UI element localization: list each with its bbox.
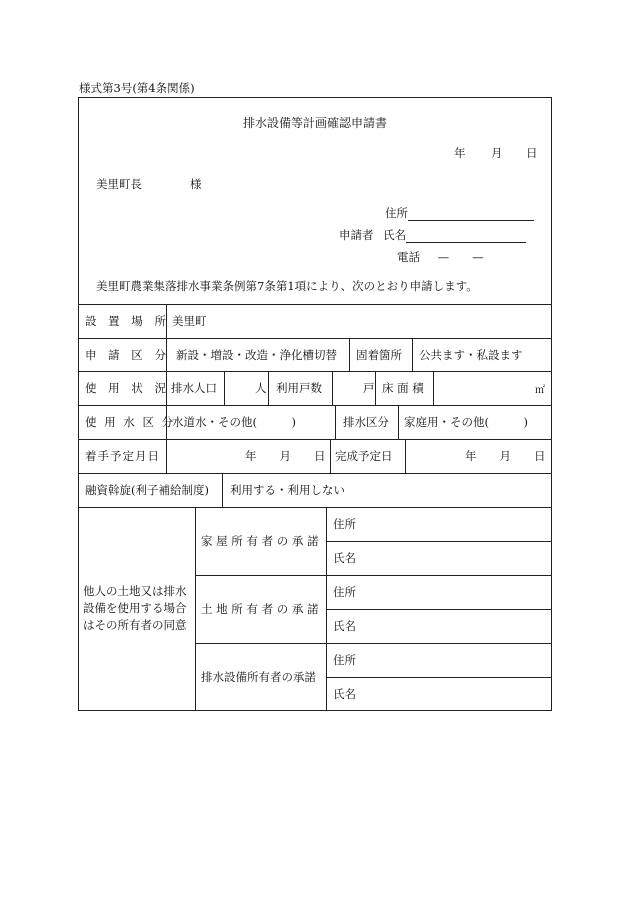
date-year: 年 (454, 146, 466, 160)
drain-owner-consent-label: 排水設備所有者の承諾 (201, 670, 316, 684)
application-form (78, 97, 552, 711)
fixing-point-label: 固着箇所 (356, 347, 402, 362)
fixing-point-options[interactable]: 公共ます・私設ます (419, 347, 523, 362)
applicant-phone[interactable] (397, 249, 484, 265)
phone-label: 電話 (397, 250, 420, 264)
consent-label-line: はその所有者の同意 (83, 618, 187, 632)
land-owner-consent-label: 土 地 所 有 者 の 承 諾 (201, 602, 319, 616)
loan-options[interactable]: 利用する・利用しない (230, 483, 345, 497)
land-owner-address-label[interactable]: 住所 (333, 585, 356, 599)
water-label: 使 用 水 区 分 (85, 415, 176, 429)
house-owner-address-label[interactable]: 住所 (333, 517, 356, 531)
form-title: 排水設備等計画確認申請書 (242, 116, 387, 130)
name-blank[interactable] (406, 230, 526, 243)
address-blank[interactable] (408, 208, 534, 221)
floor-area-label: 床 面 積 (382, 381, 424, 395)
people-unit: 人 (255, 381, 267, 395)
statement: 美里町農業集落排水事業条例第7条第1項により、次のとおり申請します。 (96, 279, 478, 293)
applicant-name[interactable] (339, 227, 526, 243)
drain-owner-address-label[interactable]: 住所 (333, 653, 356, 667)
category-options[interactable]: 新設・増設・改造・浄化槽切替 (176, 347, 337, 362)
phone-dashes: — — (437, 250, 484, 264)
land-owner-name-label[interactable]: 氏名 (333, 619, 356, 633)
date-day: 日 (526, 146, 538, 160)
name-label: 氏名 (383, 228, 407, 242)
location-value[interactable]: 美里町 (172, 314, 207, 328)
consent-label-line: 設備を使用する場合 (83, 601, 187, 615)
drain-category-options[interactable]: 家庭用・その他( ) (404, 415, 528, 429)
households-label: 利用戸数 (276, 381, 322, 395)
form-number: 様式第3号(第4条関係) (79, 81, 195, 95)
house-owner-consent-label: 家 屋 所 有 者 の 承 諾 (201, 534, 319, 548)
household-unit: 戸 (363, 381, 375, 395)
drain-people-label: 排水人口 (171, 381, 217, 395)
complete-date-label: 完成予定日 (335, 449, 393, 463)
category-label: 申 請 区 分 (85, 347, 170, 362)
consent-label (83, 583, 187, 634)
addressee-honorific: 様 (190, 177, 202, 191)
location-label: 設 置 場 所 (85, 314, 170, 328)
complete-date-value[interactable]: 年 月 日 (465, 449, 546, 463)
address-label: 住所 (385, 206, 408, 220)
drain-category-label: 排水区分 (343, 415, 389, 429)
consent-label-line: 他人の土地又は排水 (83, 584, 187, 598)
house-owner-name-label[interactable]: 氏名 (333, 551, 356, 565)
start-date-label: 着手予定月日 (85, 449, 160, 463)
date-month: 月 (491, 146, 503, 160)
usage-label: 使 用 状 況 (85, 381, 170, 395)
drain-owner-name-label[interactable]: 氏名 (333, 687, 356, 701)
addressee-name: 美里町長 (96, 177, 142, 191)
loan-label: 融資斡旋(利子補給制度) (85, 483, 209, 497)
start-date-value[interactable]: 年 月 日 (245, 449, 326, 463)
water-options[interactable]: 水道水・その他( ) (172, 415, 296, 429)
applicant-role-label: 申請者 (339, 228, 374, 242)
area-unit: ㎡ (535, 384, 545, 396)
applicant-address[interactable] (385, 205, 534, 221)
